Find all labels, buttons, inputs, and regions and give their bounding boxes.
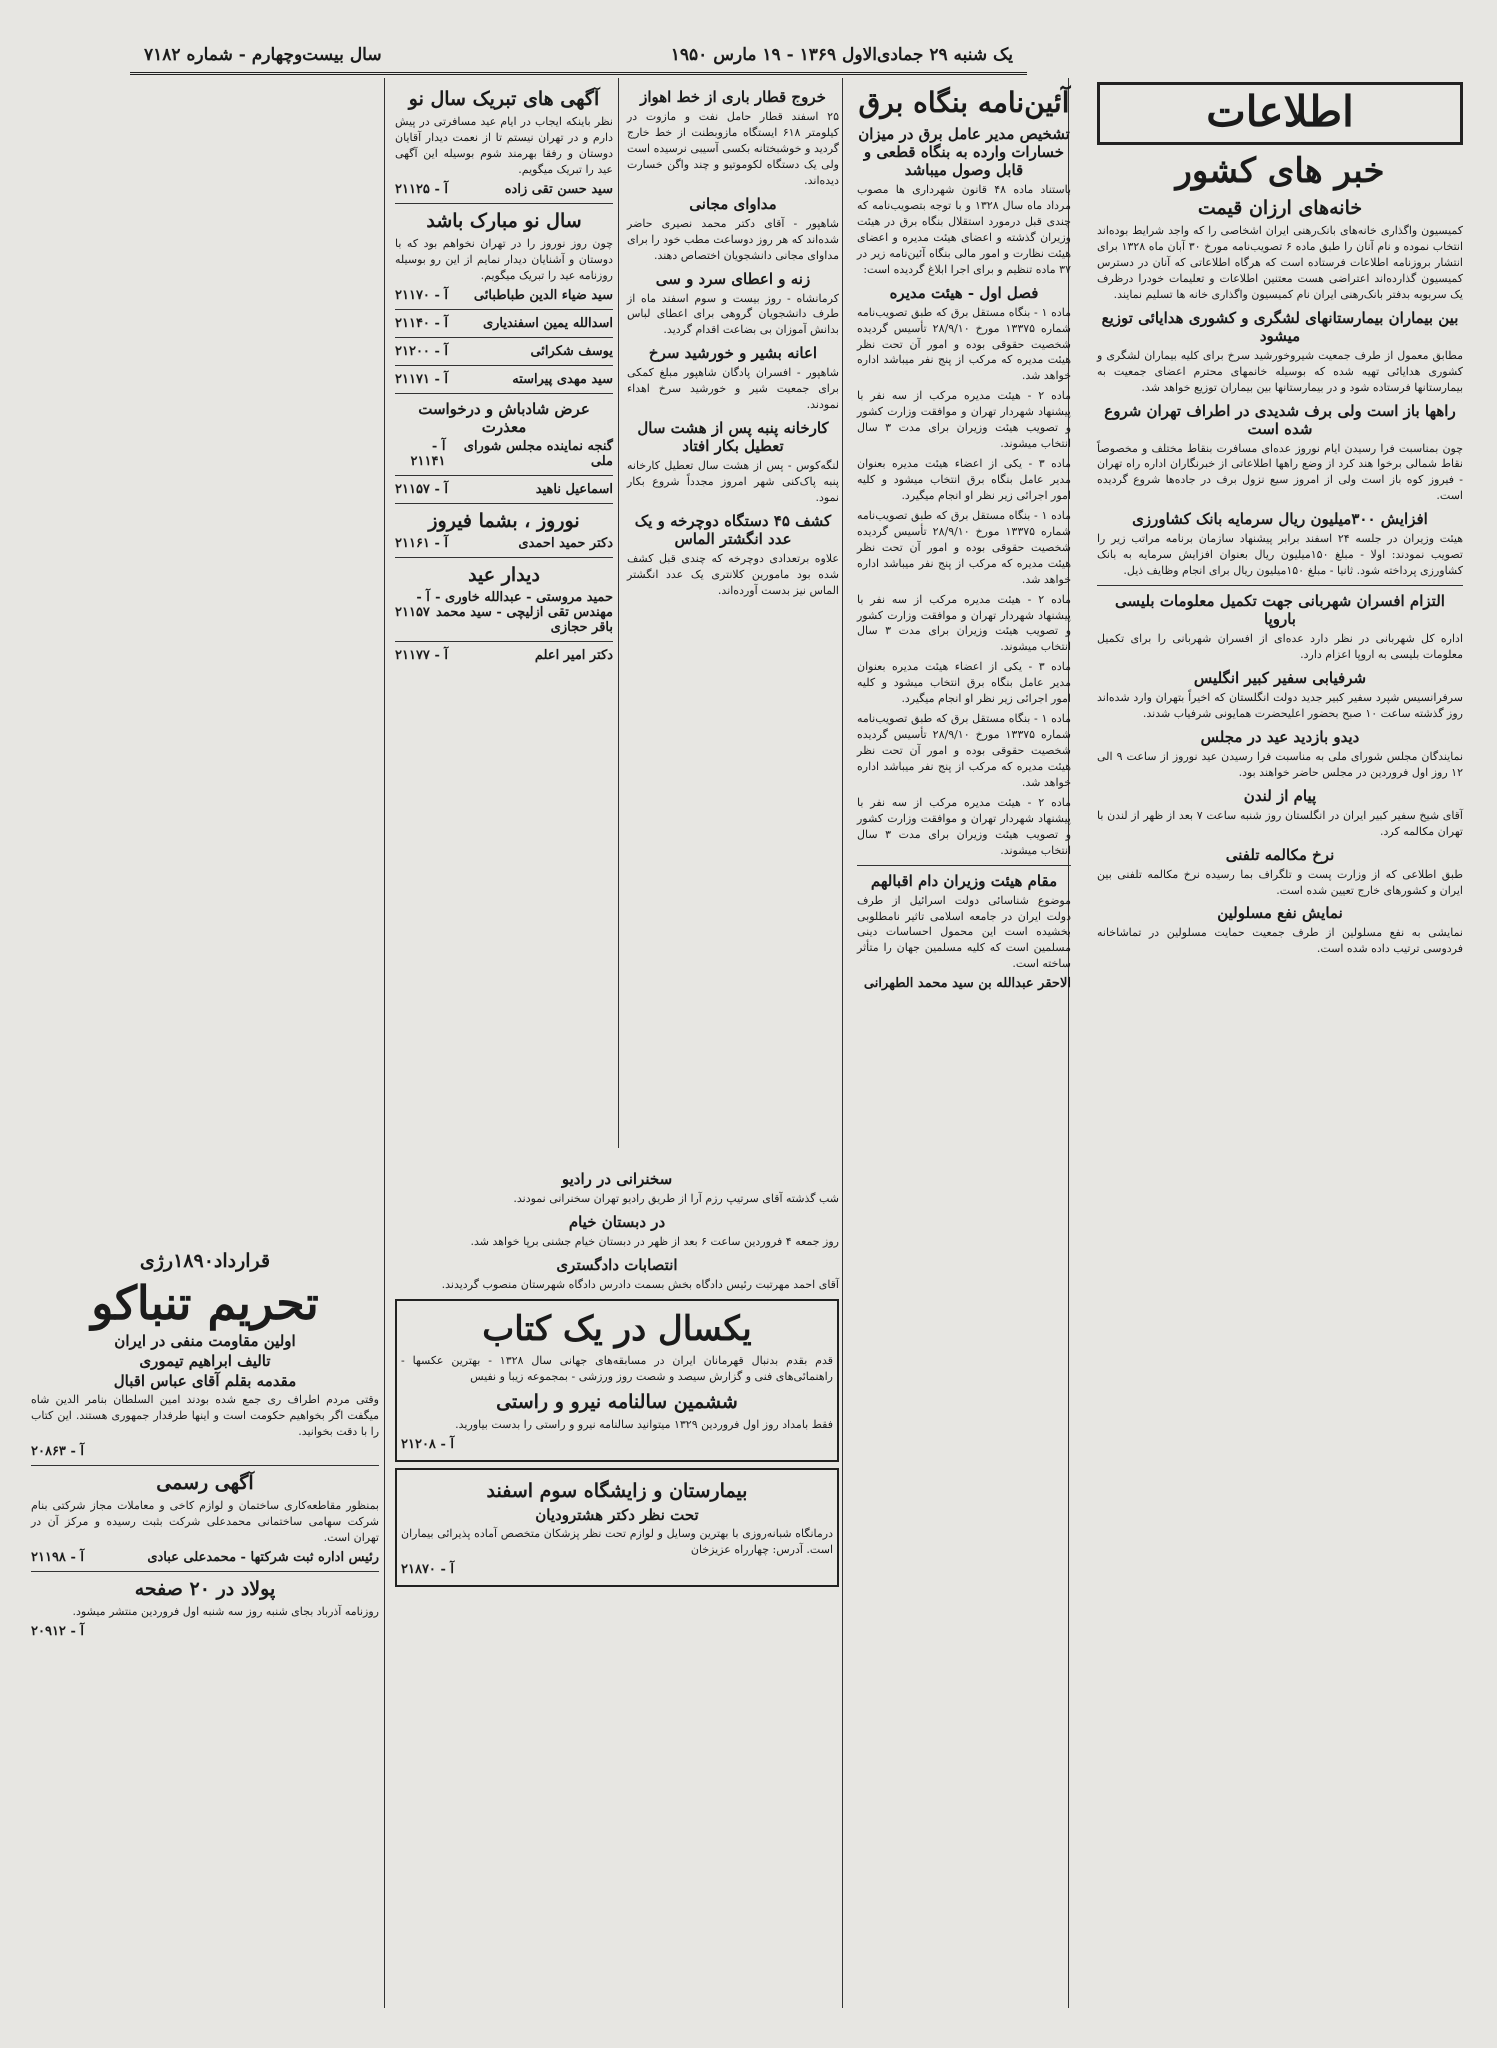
ad-box <box>395 1468 839 1587</box>
article-title: پیام از لندن <box>1243 786 1317 805</box>
article-body: روز جمعه ۴ فروردین ساعت ۶ بعد از ظهر در دبستان خیام جشنی برپا خواهد شد. <box>470 1234 839 1248</box>
ad-title: بیمارستان و زایشگاه سوم اسفند <box>486 1479 748 1502</box>
ad-box <box>395 1299 839 1462</box>
column-electricity <box>851 78 1077 2008</box>
article-body: هیئت وزیران در جلسه ۲۴ اسفند برابر پیشنهاد سازمان برنامه مراتب زیر را تصویب نمودند: اولا - مبلغ ۱۵۰میلیون ریال بعنوان افزایش سرمایه به بانک کشاورزی پرداخته شود. ثانیا - مبلغ ۱۵۰میلیون ریال برای انجام وظایف ذیل. <box>1097 532 1463 578</box>
ad-headline: یکسال در یک کتاب <box>482 1308 752 1349</box>
article-lead: تشخیص مدیر عامل برق در میزان خسارات وارده به بنگاه قطعی و قابل وصول میباشد <box>858 125 1070 179</box>
article-title: مقام هیئت وزیران دام اقبالهم <box>870 871 1058 890</box>
ad-title: پولاد در ۲۰ صفحه <box>134 1577 276 1600</box>
article-body: ماده ۲ - هیئت مدیره مرکب از سه نفر با پیشنهاد شهردار تهران و موافقت وزارت کشور و تصویب هیئت وزیران برای مدت ۳ سال انتخاب میشوند. <box>857 592 1071 654</box>
article-title: التزام افسران شهربانی جهت تکمیل معلومات بلیسی باروپا <box>1115 592 1445 629</box>
article-title: مداوای مجانی <box>689 194 777 213</box>
ad-body: نظر باینکه ایجاب در ایام عید مسافرتی در پیش دارم و در تهران نیستم تا از نعمت دیدار آقایان دوستان و رفقا بهرمند شوم بوسیله این آگهی عید را تبریک میگویم. <box>395 115 613 176</box>
ad-signature: اسدالله یمین اسفندیاری آ - ۲۱۱۴۰ <box>395 315 613 331</box>
article-title: زنه و اعطای سرد و سی <box>655 269 811 288</box>
page-header <box>130 38 1027 75</box>
article-body: شاهپور - آقای دکتر محمد نصیری حاضر شده‌اند که هر روز دوساعت مطب خود را برای مداوای مجانی دانشجویان اختصاص دهند. <box>627 216 839 262</box>
article-body: نمایشی به نفع مسلولین از طرف جمعیت حمایت مسلولین در تماشاخانه فردوسی ترتیب داده شده است. <box>1097 926 1463 956</box>
book-title-main: تحریم تنباکو <box>91 1276 319 1330</box>
article-body: آقای احمد مهرتبت رئیس دادگاه بخش بسمت دادرس دادگاه شهرستان منصوب گردیدند. <box>441 1277 839 1291</box>
article-title: بین بیماران بیمارستانهای لشگری و کشوری هدایائی توزیع میشود <box>1101 308 1459 345</box>
article-body: ماده ۲ - هیئت مدیره مرکب از سه نفر با پیشنهاد شهردار تهران و موافقت وزارت کشور و تصویب هیئت وزیران برای مدت ۳ سال انتخاب میشوند. <box>857 389 1071 451</box>
article-title: نمایش نفع مسلولین <box>1217 904 1343 923</box>
ad-signature: سید ضیاء الدین طباطبائی آ - ۲۱۱۷۰ <box>395 287 613 303</box>
ad-signature: گنجه نماینده مجلس شورای ملی آ - ۲۱۱۴۱ <box>410 438 613 469</box>
article-title: کشف ۴۵ دستگاه دوچرخه و یک عدد انگشتر الماس <box>634 511 832 548</box>
section-title: آگهی های تبریک سال نو <box>408 88 600 110</box>
article-body: ماده ۳ - یکی از اعضاء هیئت مدیره بعنوان مدیر عامل بنگاه برق انتخاب میشود و کلیه امور اجرائی زیر نظر او انجام میگیرد. <box>857 660 1072 706</box>
article-body: چون بمناسبت فرا رسیدن ایام نوروز عده‌ای مسافرت بنقاط مختلف و مخصوصاً نقاط شمالی برخوا هند کرد از وضع راهها اطلاعاتی از خبرنگاران اداره راه تهران - فیروز کوه باز است ولی از امروز سیع نزول برف در جاده‌ها شروع گردیده است. <box>1097 441 1463 503</box>
header-issue: سال بیست‌وچهارم - شماره ۷۱۸۲ <box>144 45 382 65</box>
ad-signature: دکتر امیر اعلم آ - ۲۱۱۷۷ <box>395 647 613 663</box>
ad-signature: اسماعیل ناهید آ - ۲۱۱۵۷ <box>395 481 613 497</box>
article-body: سرفرانسیس شپرد سفیر کبیر جدید دولت انگلستان که اخیراً بتهران وارد شده‌اند روز گذشته ساعت ۱۰ صبح بحضور اعلیحضرت همایونی شرفیاب شدند. <box>1097 690 1463 720</box>
column-ads-left <box>25 1240 385 2008</box>
article-title: خانه‌های ارزان قیمت <box>1197 197 1363 219</box>
article-body: شب گذشته آقای سرتیپ رزم آرا از طریق رادیو تهران سخنرانی نمودند. <box>513 1192 839 1205</box>
article-body: موضوع شناسائی دولت اسرائیل از طرف دولت ایران در جامعه اسلامی تاثیر نامطلوبی بخشیده است این محمول احساسات دینی مسلمین است که کلیه مسلمین جهان را متأثر ساخته است. <box>857 893 1071 971</box>
ad-signature: یوسف شکرائی آ - ۲۱۲۰۰ <box>395 343 613 359</box>
article-headline: آئین‌نامه بنگاه برق <box>858 86 1070 119</box>
ad-body: قدم بقدم بدنبال قهرمانان ایران در مسابقه‌های جهانی سال ۱۳۲۸ - بهترین عکسها - راهنمائی‌های فنی و گزارش سیصد و شصت روز ورزشی - بمجموعه زیبا و نفیس <box>401 1353 834 1383</box>
ad-signature: سید حسن تقی زاده آ - ۲۱۱۲۵ <box>395 181 613 197</box>
article-body: شاهپور - افسران پادگان شاهپور مبلغ کمکی برای جمعیت شیر و خورشید سرخ اهداء نمودند. <box>627 366 839 412</box>
article-title: شرفیابی سفیر کبیر انگلیس <box>1193 668 1367 687</box>
column-regional <box>621 78 845 1148</box>
book-author: تالیف ابراهیم تیموری <box>139 1352 271 1370</box>
book-intro: مقدمه بقلم آقای عباس اقبال <box>113 1372 297 1390</box>
header-date: یک شنبه ۲۹ جمادی‌الاول ۱۳۶۹ - ۱۹ مارس ۱۹۵۰ <box>670 45 1013 65</box>
article-title: کارخانه پنبه پس از هشت سال تعطیل بکار افتاد <box>637 419 829 456</box>
masthead: اطلاعات <box>1097 82 1463 145</box>
headline: خبر های کشور <box>1175 151 1385 191</box>
ad-title: سال نو مبارک باشد <box>426 209 582 232</box>
article-body: ماده ۳ - یکی از اعضاء هیئت مدیره بعنوان مدیر عامل بنگاه برق انتخاب میشود و کلیه امور اجرائی زیر نظر او انجام میگیرد. <box>857 457 1072 502</box>
ad-title: ششمین سالنامه نیرو و راستی <box>496 1390 738 1413</box>
column-news <box>1091 78 1469 2008</box>
ad-body: بمنظور مقاطعه‌کاری ساختمان و لوازم کاخی و معاملات مجاز شرکتی بنام شرکت سهامی ساختمانی محمدعلی شرکت بثبت رسیده و مرکز آن در تهران است. <box>31 1498 379 1544</box>
lower-block <box>389 1160 845 2048</box>
ad-number: آ - ۲۰۹۱۲ <box>31 1623 84 1639</box>
article-title: انتصابات دادگستری <box>556 1255 678 1274</box>
article-body: ماده ۲ - هیئت مدیره مرکب از سه نفر با پیشنهاد شهردار تهران و موافقت وزارت کشور و تصویب هیئت وزیران برای مدت ۳ سال انتخاب میشوند. <box>857 795 1071 857</box>
article-body: آقای شیخ سفیر کبیر ایران در انگلستان روز شنبه ساعت ۷ بعد از ظهر از لندن با تهران مکالمه کرد. <box>1097 808 1463 838</box>
article-body: ماده ۱ - بنگاه مستقل برق که طبق تصویب‌نامه شماره ۱۳۳۷۵ مورخ ۲۸/۹/۱۰ تأسیس گردیده شخصیت حقوقی بوده و امور آن تحت نظر هیئت مدیره که مرکب از پنج نفر میباشد اداره خواهد شد. <box>857 305 1071 383</box>
article-title: در دبستان خیام <box>568 1212 666 1231</box>
article-title: سخنرانی در رادیو <box>561 1170 673 1188</box>
column-greetings <box>389 78 619 1148</box>
article-body: طبق اطلاعی که از وزارت پست و تلگراف بما رسیده نرخ مکالمه تلفنی بین ایران و کشورهای خارج تعیین شده است. <box>1097 867 1463 897</box>
book-title: قرارداد۱۸۹۰رژی <box>139 1250 271 1272</box>
article-body: کمیسیون واگذاری خانه‌های بانک‌رهنی ایران اشخاصی را که واجد شرایط بوده‌اند انتخاب نموده و نام آنان را طبق ماده ۶ تصویب‌نامه مورخ ۳۰ آبان ماه ۱۳۲۸ برای انتشار بروزنامه اطلاعات فرستاده است که هرگاه اطلاعاتی که آنان در دسترس کمیسیون گذارده‌اند اعتراضی هست معتنین اطلاعات و تعلیمات خودرا درظرف یک سربوبه بدفتر بانک‌رهنی ایران نام کمیسیون واگذاری خانه ها تسلیم نمایند. <box>1097 224 1464 301</box>
ad-number: آ - ۲۱۲۰۸ <box>401 1436 454 1452</box>
article-body: اداره کل شهربانی در نظر دارد عده‌ای از افسران شهربانی را برای تکمیل معلومات بلیسی به اروپا اعزام دارد. <box>1097 632 1463 661</box>
ad-subtitle: تحت نظر دکتر هشترودیان <box>535 1505 699 1524</box>
ad-body: درمانگاه شبانه‌روزی با بهترین وسایل و لوازم تحت نظر پزشکان متخصص آماده پذیرائی بیماران است. آدرس: چهارراه عزیزخان <box>401 1526 833 1556</box>
ad-body: چون روز نوروز را در تهران نخواهم بود که با دوستان و آشنایان دیدار نمایم از این رو بوسیله روزنامه عید را تبریک میگویم. <box>395 236 613 282</box>
article-title: نرخ مکالمه تلفنی <box>1225 845 1335 864</box>
article-body: باستناد ماده ۴۸ قانون شهرداری ها مصوب مرداد ماه سال ۱۳۲۸ و با توجه بتصویب‌نامه که چندی قبل درمورد استقلال بنگاه برق در هیئت وزیران گذشته و اعضای هیئت مدیره و اعضای هیئت نظارت و امور مالی بنگاه آئین‌نامه زیر در ۳۷ ماده تنظیم و برای اجرا ابلاغ گردیده است: <box>857 183 1072 276</box>
article-body: لنگه‌کوس - پس از هشت سال تعطیل کارخانه پنبه پاک‌کنی شهر امروز مجدداً شروع بکار نمود. <box>627 459 839 504</box>
article-title: دیدو بازدید عید در مجلس <box>1200 727 1360 746</box>
article-body: ماده ۱ - بنگاه مستقل برق که طبق تصویب‌نامه شماره ۱۳۳۷۵ مورخ ۲۸/۹/۱۰ تأسیس گردیده شخصیت حقوقی بوده و امور آن تحت نظر هیئت مدیره که مرکب از پنج نفر میباشد اداره خواهد شد. <box>857 712 1071 789</box>
ad-signature: سید مهدی پیراسته آ - ۲۱۱۷۱ <box>395 371 613 387</box>
article-title: افزایش ۳۰۰میلیون ریال سرمایه بانک کشاورزی <box>1132 510 1428 529</box>
article-body: کرمانشاه - روز بیست و سوم اسفند ماه از طرف دانشجویان گروهی برای اعطای لباس بدانش آموزان بی بضاعت اقدام گردید. <box>627 291 839 337</box>
ad-signature: حمید مروستی - عبدالله خاوری - مهندس تقی ازلیچی - سید محمد باقر حجازی آ - ۲۱۱۵۷ <box>395 589 613 635</box>
article-title: راهها باز است ولی برف شدیدی در اطراف تهران شروع شده است <box>1104 401 1456 438</box>
article-body: ۲۵ اسفند قطار حامل نفت و مازوت در کیلومتر ۶۱۸ ایستگاه مازوبطنت از خط خارج گردید و خوشبختانه بکسی آسیبی نرسیده است ولی یک دستگاه لکوموتیو و چند واگن خسارت دیده‌اند. <box>627 110 839 187</box>
signature: الاحقر عبدالله بن سید محمد الطهرانی <box>863 976 1071 992</box>
ad-signature: رئیس اداره ثبت شرکتها - محمدعلی عبادی آ - ۲۱۱۹۸ <box>31 1549 379 1565</box>
ad-title: دیدار عید <box>468 563 540 586</box>
ad-signature: دکتر حمید احمدی آ - ۲۱۱۶۱ <box>395 535 613 551</box>
ad-number: آ - ۲۱۸۷۰ <box>401 1561 454 1577</box>
ad-title: آگهی رسمی <box>156 1471 254 1494</box>
article-body: مطابق معمول از طرف جمعیت شیروخورشید سرخ برای کلیه بیماران لشگری و کشوری هدایائی تهیه شده که بوسیله خانمهای محترم اعضای جمعیت به بیمارستانها فرستاده شود و در بیمارستانها بین بیماران توزیع خواهد شد. <box>1097 348 1463 394</box>
article-body: علاوه برتعدادی دوچرخه که چندی قبل کشف شده بود مامورین کلانتری یک عدد انگشتر الماس نیز بدست آورده‌اند. <box>627 551 839 597</box>
section-title: فصل اول - هیئت مدیره <box>889 283 1039 302</box>
article-body: نمایندگان مجلس شورای ملی به مناسبت فرا رسیدن عید نوروز از ساعت ۹ الی ۱۲ روز اول فروردین در مجلس حاضر خواهند بود. <box>1097 749 1464 779</box>
article-body: ماده ۱ - بنگاه مستقل برق که طبق تصویب‌نامه شماره ۱۳۳۷۵ مورخ ۲۸/۹/۱۰ تأسیس گردیده شخصیت حقوقی بوده و امور آن تحت نظر هیئت مدیره که مرکب از پنج نفر میباشد اداره خواهد شد. <box>857 508 1071 586</box>
ad-body: فقط بامداد روز اول فروردین ۱۳۲۹ میتوانید سالنامه نیرو و راستی را بدست بیاورید. <box>455 1417 833 1431</box>
article-title: خروج قطار باری از خط اهواز <box>640 88 826 106</box>
ad-title: نوروز ، بشما فیروز <box>428 509 580 532</box>
book-subtitle: اولین مقاومت منفی در ایران <box>114 1332 296 1350</box>
article-title: اعانه بشیر و خورشید سرخ <box>648 344 818 363</box>
ad-body: وقتی مردم اطراف ری جمع شده بودند امین السلطان بنامر الدین شاه میگفت اگر بخواهیم حکومت است و اینها طرفدار جمهوری هستند. این کتاب را با دقت بخوانید. <box>31 1393 379 1438</box>
ad-title: عرض شادباش و درخواست معذرت <box>418 399 590 436</box>
ad-body: روزنامه آذرباد بجای شنبه روز سه شنبه اول فروردین منتشر میشود. <box>72 1604 379 1618</box>
ad-number: آ - ۲۰۸۶۳ <box>31 1443 84 1459</box>
